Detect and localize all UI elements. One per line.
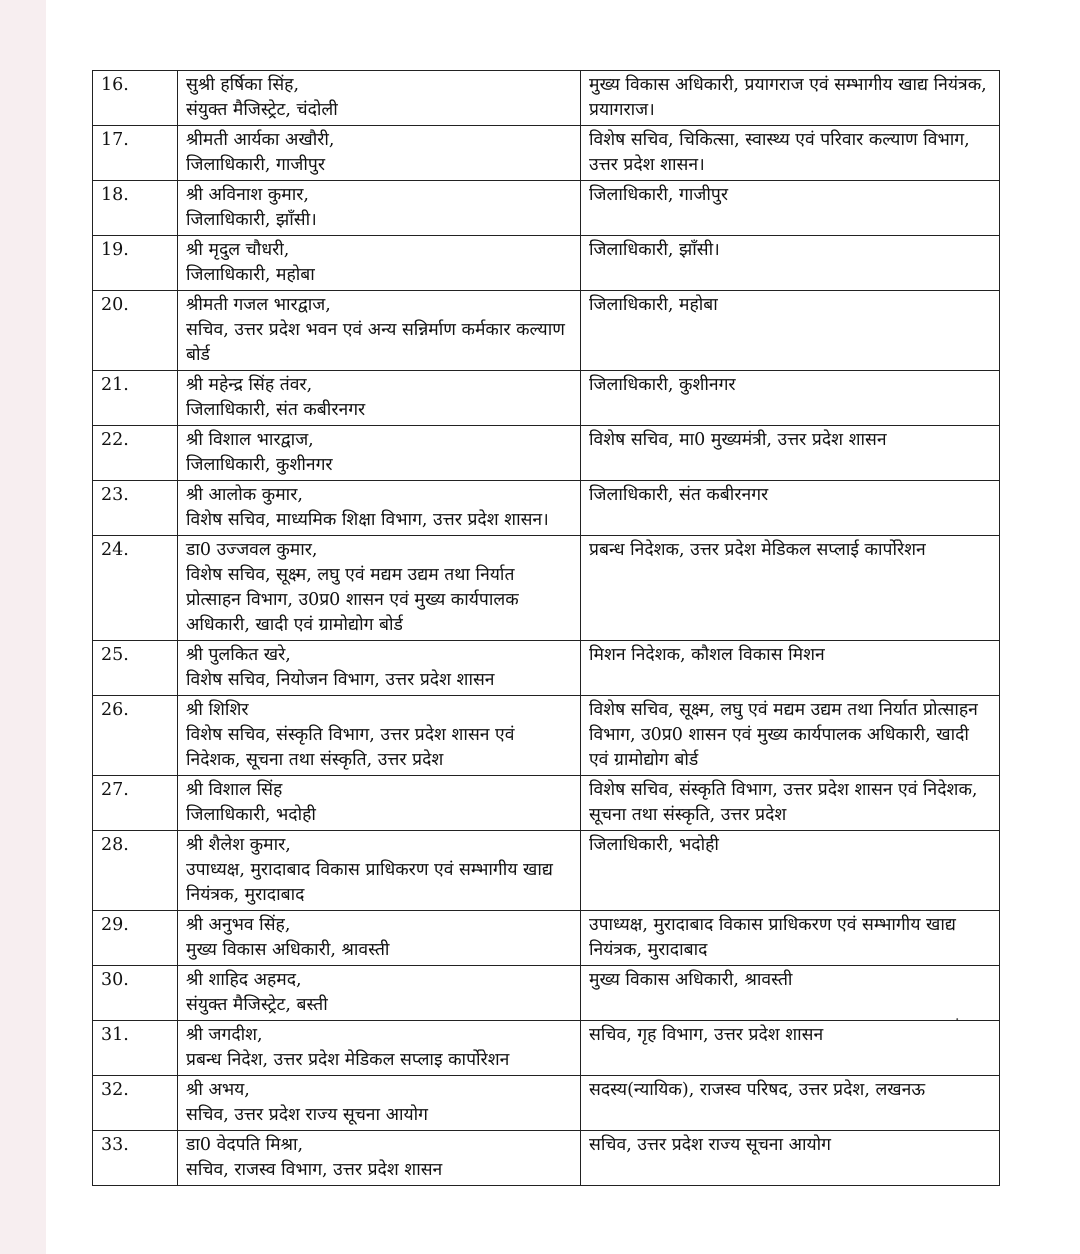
officer-cell [178,536,581,641]
officer-name: डा0 वेदपति मिश्रा, [186,1135,304,1155]
table-row [93,911,1000,966]
officer-name: श्री आलोक कुमार, [186,485,303,505]
new-posting: विशेष सचिव, चिकित्सा, स्वास्थ्य एवं परिवार कल्याण विभाग, उत्तर प्रदेश शासन। [589,130,970,175]
table-row [93,966,1000,1021]
officer-name: श्री शाहिद अहमद, [186,970,302,990]
current-post: सचिव, उत्तर प्रदेश भवन एवं अन्य सन्निर्माण कर्मकार कल्याण बोर्ड [186,320,565,365]
new-posting: विशेष सचिव, मा0 मुख्यमंत्री, उत्तर प्रदेश शासन [589,430,887,450]
officer-name: डा0 उज्जवल कुमार, [186,540,318,560]
new-posting-cell [581,481,1000,536]
new-posting: जिलाधिकारी, कुशीनगर [589,375,736,395]
current-post: जिलाधिकारी, झाँसी। [186,210,317,230]
current-post: विशेष सचिव, माध्यमिक शिक्षा विभाग, उत्तर प्रदेश शासन। [186,510,549,530]
new-posting-cell [581,831,1000,911]
officer-cell [178,776,581,831]
table-row [93,426,1000,481]
table-row [93,291,1000,371]
new-posting: प्रबन्ध निदेशक, उत्तर प्रदेश मेडिकल सप्लाई कार्पोरेशन [589,540,926,560]
current-post: सचिव, राजस्व विभाग, उत्तर प्रदेश शासन [186,1160,443,1180]
serial-number: 23. [93,481,178,536]
new-posting-cell [581,291,1000,371]
officer-name: श्री विशाल सिंह [186,780,283,800]
table-row [93,1131,1000,1186]
table-row [93,696,1000,776]
current-post: मुख्य विकास अधिकारी, श्रावस्ती [186,940,390,960]
stray-mark: · [955,1012,960,1028]
serial-number: 27. [93,776,178,831]
serial-number: 22. [93,426,178,481]
new-posting-cell [581,776,1000,831]
current-post: विशेष सचिव, सूक्ष्म, लघु एवं मद्यम उद्यम तथा निर्यात प्रोत्साहन विभाग, उ0प्र0 शासन एवं मुख्य कार्यपालक अधिकारी, खादी एवं ग्रामोद्योग बोर्ड [186,565,519,635]
officer-name: श्री शिशिर [186,700,249,720]
new-posting: जिलाधिकारी, झाँसी। [589,240,720,260]
new-posting-cell [581,911,1000,966]
officer-cell [178,831,581,911]
officer-name: श्री शैलेश कुमार, [186,835,291,855]
new-posting-cell [581,236,1000,291]
serial-number: 21. [93,371,178,426]
new-posting: विशेष सचिव, संस्कृति विभाग, उत्तर प्रदेश शासन एवं निदेशक, सूचना तथा संस्कृति, उत्तर प्रदेश [589,780,978,825]
officer-cell [178,181,581,236]
officer-cell [178,236,581,291]
new-posting: मिशन निदेशक, कौशल विकास मिशन [589,645,825,665]
serial-number: 19. [93,236,178,291]
current-post: विशेष सचिव, नियोजन विभाग, उत्तर प्रदेश शासन [186,670,495,690]
new-posting: जिलाधिकारी, गाजीपुर [589,185,728,205]
officer-cell [178,291,581,371]
serial-number: 33. [93,1131,178,1186]
table-row [93,776,1000,831]
current-post: उपाध्यक्ष, मुरादाबाद विकास प्राधिकरण एवं सम्भागीय खाद्य नियंत्रक, मुरादाबाद [186,860,553,905]
current-post: जिलाधिकारी, संत कबीरनगर [186,400,366,420]
officer-cell [178,1021,581,1076]
serial-number: 30. [93,966,178,1021]
officer-cell [178,966,581,1021]
officer-name: श्री महेन्द्र सिंह तंवर, [186,375,313,395]
new-posting-cell [581,1076,1000,1131]
table-row [93,831,1000,911]
new-posting: सदस्य(न्यायिक), राजस्व परिषद, उत्तर प्रदेश, लखनऊ [589,1080,926,1100]
officer-name: श्री अभय, [186,1080,250,1100]
officer-name: सुश्री हर्षिका सिंह, [186,75,300,95]
serial-number: 25. [93,641,178,696]
table-row [93,71,1000,126]
officer-cell [178,71,581,126]
table-row [93,371,1000,426]
officer-name: श्री विशाल भारद्वाज, [186,430,314,450]
officer-cell [178,641,581,696]
new-posting: मुख्य विकास अधिकारी, प्रयागराज एवं सम्भागीय खाद्य नियंत्रक, प्रयागराज। [589,75,987,120]
serial-number: 17. [93,126,178,181]
current-post: प्रबन्ध निदेश, उत्तर प्रदेश मेडिकल सप्लाइ कार्पोरेशन [186,1050,510,1070]
table-row [93,236,1000,291]
new-posting-cell [581,641,1000,696]
table-row [93,641,1000,696]
transfer-table-body [93,71,1000,1186]
officer-cell [178,371,581,426]
new-posting: जिलाधिकारी, महोबा [589,295,718,315]
new-posting-cell [581,1131,1000,1186]
new-posting-cell [581,371,1000,426]
new-posting-cell [581,181,1000,236]
serial-number: 18. [93,181,178,236]
table-row [93,481,1000,536]
current-post: सचिव, उत्तर प्रदेश राज्य सूचना आयोग [186,1105,429,1125]
current-post: जिलाधिकारी, महोबा [186,265,315,285]
current-post: जिलाधिकारी, भदोही [186,805,316,825]
serial-number: 16. [93,71,178,126]
current-post: संयुक्त मैजिस्ट्रेट, बस्ती [186,995,328,1015]
left-margin-strip [0,0,46,1254]
table-row [93,126,1000,181]
table-row [93,1076,1000,1131]
new-posting-cell [581,536,1000,641]
current-post: विशेष सचिव, संस्कृति विभाग, उत्तर प्रदेश शासन एवं निदेशक, सूचना तथा संस्कृति, उत्तर प्रदेश [186,725,515,770]
new-posting: सचिव, गृह विभाग, उत्तर प्रदेश शासन [589,1025,824,1045]
serial-number: 31. [93,1021,178,1076]
new-posting-cell [581,696,1000,776]
officer-name: श्री जगदीश, [186,1025,263,1045]
officer-name: श्री अनुभव सिंह, [186,915,291,935]
officer-cell [178,1131,581,1186]
officer-cell [178,696,581,776]
serial-number: 29. [93,911,178,966]
serial-number: 32. [93,1076,178,1131]
new-posting: जिलाधिकारी, भदोही [589,835,719,855]
officer-cell [178,481,581,536]
officer-name: श्री पुलकित खरे, [186,645,291,665]
new-posting: मुख्य विकास अधिकारी, श्रावस्ती [589,970,793,990]
current-post: जिलाधिकारी, गाजीपुर [186,155,325,175]
officer-cell [178,1076,581,1131]
new-posting: विशेष सचिव, सूक्ष्म, लघु एवं मद्यम उद्यम तथा निर्यात प्रोत्साहन विभाग, उ0प्र0 शासन एवं मुख्य कार्यपालक अधिकारी, खादी एवं ग्रामोद्योग बोर्ड [589,700,978,770]
officer-name: श्री मृदुल चौधरी, [186,240,290,260]
current-post: जिलाधिकारी, कुशीनगर [186,455,333,475]
table-row [93,1021,1000,1076]
officer-name: श्रीमती गजल भारद्वाज, [186,295,331,315]
serial-number: 24. [93,536,178,641]
table-row [93,181,1000,236]
new-posting-cell [581,126,1000,181]
new-posting: सचिव, उत्तर प्रदेश राज्य सूचना आयोग [589,1135,832,1155]
new-posting-cell [581,1021,1000,1076]
current-post: संयुक्त मैजिस्ट्रेट, चंदोली [186,100,338,120]
table-row [93,536,1000,641]
officer-name: श्रीमती आर्यका अखौरी, [186,130,335,150]
officer-cell [178,911,581,966]
new-posting-cell [581,426,1000,481]
officer-name: श्री अविनाश कुमार, [186,185,309,205]
serial-number: 20. [93,291,178,371]
serial-number: 26. [93,696,178,776]
officer-cell [178,426,581,481]
transfer-table [92,70,1000,1186]
new-posting-cell [581,966,1000,1021]
new-posting: जिलाधिकारी, संत कबीरनगर [589,485,769,505]
officer-cell [178,126,581,181]
serial-number: 28. [93,831,178,911]
new-posting: उपाध्यक्ष, मुरादाबाद विकास प्राधिकरण एवं सम्भागीय खाद्य नियंत्रक, मुरादाबाद [589,915,956,960]
new-posting-cell [581,71,1000,126]
